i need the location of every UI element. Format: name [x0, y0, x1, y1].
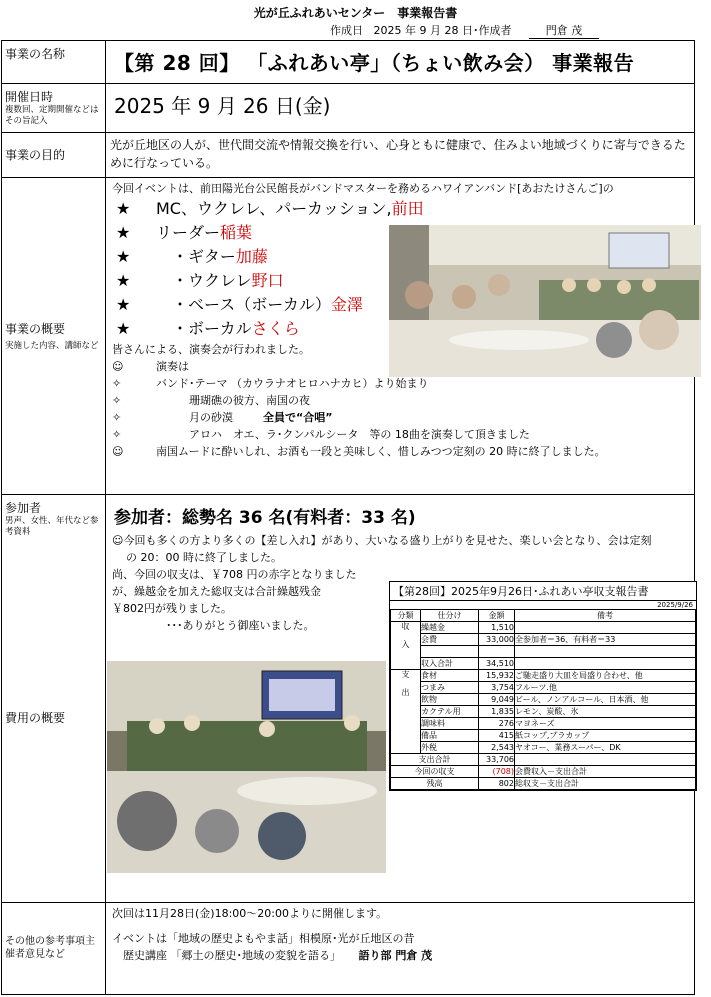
program-item: [112, 392, 688, 409]
member-name: 加藤: [235, 246, 268, 266]
member-name: 金澤: [330, 294, 363, 314]
created-label: 作成日: [330, 24, 363, 37]
balance-line: 尚、今回の収支は、￥708 円の赤字となりました: [112, 567, 357, 581]
finance-note: ヤオコー、業務スーパー、DK: [515, 741, 696, 753]
overview-label-sub: 実施した内容、講師など: [5, 340, 99, 351]
smile-mark-2: ☺: [112, 444, 124, 458]
finance-row: [391, 657, 696, 669]
finance-item: 外税: [421, 741, 479, 753]
finance-header: 備考: [515, 609, 696, 621]
finance-row: [391, 729, 696, 741]
overview-after-members: 皆さんによる、演奏会が行われました。: [112, 342, 310, 356]
finance-amount: 415: [479, 729, 515, 741]
program-text: 月の砂漠: [156, 410, 233, 424]
event-name-cell: [106, 41, 695, 84]
purpose-cell: [106, 132, 695, 177]
finance-row: [391, 681, 696, 693]
report-table: [1, 40, 695, 995]
finance-row: [391, 609, 696, 621]
program-item: [112, 426, 688, 443]
finance-row: [391, 777, 696, 789]
finance-amount: 34,510: [479, 657, 515, 669]
overview-intro: 今回イベントは、前田陽光台公民館長がバンドマスターを務めるハワイアンバンド[あおたけさんご]の: [112, 181, 614, 195]
participants-line1: ☺今回も多くの方より多くの【差し入れ】があり、大いなる盛り上がりを見せた、楽しい会となり、会は定刻: [112, 533, 652, 547]
participants-label: 参加者: [5, 500, 42, 515]
finance-note: フルーツ.他: [515, 681, 696, 693]
next-event: 次回は11月28日(金)18:00～20:00よりに開催します。: [112, 906, 388, 920]
finance-note: [515, 621, 696, 633]
participants-label-sub: 男声、女性、年代など参考資料: [5, 515, 99, 538]
star-mark: ★: [116, 294, 131, 314]
balance-label: 今回の収支: [391, 765, 479, 777]
finance-amount: 1,835: [479, 705, 515, 717]
star-mark: ★: [116, 246, 131, 266]
finance-title: 【第28回】2025年9月26日･ふれあい亭収支報告書: [390, 582, 696, 601]
finance-note: [515, 645, 696, 657]
overview-closing: 南国ムードに酔いしれ、お酒も一段と美味しく、惜しみつつ定刻の 20 時に終了しました。: [156, 444, 606, 458]
participants-cell: [106, 494, 695, 902]
finance-item: つまみ: [421, 681, 479, 693]
finance-amount: 15,932: [479, 669, 515, 681]
participants-headline: 参加者：総勢名 36 名(有料者：33 名): [114, 507, 416, 528]
member-name: 稲葉: [220, 222, 253, 242]
balance-note: 会費収入－支出合計: [515, 765, 696, 777]
finance-note: 紙コップ,プラカップ: [515, 729, 696, 741]
other-cell: [106, 902, 695, 994]
finance-report: [389, 581, 697, 791]
band-photo-bottom: [107, 661, 386, 873]
finance-row: [391, 741, 696, 753]
member-role: ・ベース（ボーカル）: [156, 294, 331, 314]
thanks-text: ･･･ありがとう御座いました。: [166, 618, 315, 632]
expense-total-label: 支出合計: [391, 753, 479, 765]
member-role: MC、ウクレレ、パーカッション,: [156, 198, 392, 218]
participants-label-cell: [2, 494, 106, 902]
overview-label-cell: [2, 177, 106, 494]
other-label-cell: [2, 902, 106, 994]
finance-note: ビール、ノンアルコール、日本酒、他: [515, 693, 696, 705]
cost-label: 費用の概要: [5, 710, 66, 725]
finance-item: 飲物: [421, 693, 479, 705]
member-name: さくら: [251, 318, 300, 338]
finance-header: 分類: [391, 609, 421, 621]
name-label-cell: [2, 41, 106, 84]
created-date: 2025 年 9 月 28 日･作成者: [373, 24, 512, 37]
finance-note: [515, 753, 696, 765]
other-label: その他の参考事項主催者意見など: [5, 935, 95, 961]
member-role: ・ボーカル: [156, 318, 252, 338]
expense-label: 支 出: [391, 669, 421, 753]
finance-amount: [479, 645, 515, 657]
expense-total: 33,706: [479, 753, 515, 765]
member-name: 前田: [391, 198, 424, 218]
member-line: [112, 197, 688, 221]
finance-row: [391, 645, 696, 657]
finance-item: 繰越金: [421, 621, 479, 633]
date-cell: [106, 84, 695, 133]
finance-note: レモン、炭酸、氷: [515, 705, 696, 717]
finance-row: [391, 621, 696, 633]
purpose-label-cell: [2, 132, 106, 177]
report-meta: [330, 22, 599, 39]
member-role: ・ギター: [156, 246, 236, 266]
star-mark: ★: [116, 198, 131, 218]
finance-item: 食材: [421, 669, 479, 681]
finance-item: カクテル用: [421, 705, 479, 717]
finance-amount: 3,754: [479, 681, 515, 693]
name-label: 事業の名称: [5, 47, 66, 61]
finance-row: [391, 765, 696, 777]
balance-line: が、繰越金を加えた総収支は合計繰越残金: [112, 584, 321, 598]
member-role: リーダー: [156, 222, 221, 242]
play-heading: 演奏は: [156, 359, 189, 373]
finance-row: [391, 669, 696, 681]
report-title: 光が丘ふれあいセンター 事業報告書: [253, 6, 458, 20]
finance-item: [421, 645, 479, 657]
finance-row: [391, 633, 696, 645]
finance-item: 収入合計: [421, 657, 479, 669]
finance-note: マヨネーズ: [515, 717, 696, 729]
finance-note: 全参加者＝36、有料者＝33: [515, 633, 696, 645]
program-text: 珊瑚礁の彼方、南国の夜: [156, 393, 310, 407]
purpose-text: 光が丘地区の人が、世代間交流や情報交換を行い、心身ともに健康で、住みよい地域づくりに寄与できるために行なっている。: [110, 137, 686, 170]
event-date: 2025 年 9 月 26 日(金): [114, 94, 331, 118]
finance-amount: 276: [479, 717, 515, 729]
chorus-note: 全員で“合唱”: [263, 410, 333, 424]
finance-item: 備品: [421, 729, 479, 741]
star-mark: ★: [116, 318, 131, 338]
balance-value: (708): [479, 765, 515, 777]
program-item: [112, 409, 688, 426]
finance-note: ご馳走盛り大皿を局盛り合わせ、他: [515, 669, 696, 681]
date-label-cell: [2, 84, 106, 133]
finance-table: [390, 609, 696, 790]
balance-line: ￥802円が残りました。: [112, 601, 232, 615]
diamond-mark: ✧: [112, 427, 122, 441]
author-name: 門倉 茂: [529, 22, 599, 39]
finance-header: 金額: [479, 609, 515, 621]
finance-note: [515, 657, 696, 669]
diamond-mark: ✧: [112, 376, 122, 390]
smile-mark: ☺: [112, 359, 124, 373]
remain-label: 残高: [391, 777, 479, 789]
finance-amount: 1,510: [479, 621, 515, 633]
lecture-title: 歴史講座 「郷土の歴史･地域の変貌を語る」: [112, 948, 341, 962]
program-text: バンド･テーマ （カウラナオヒロハナカヒ）より始まり: [156, 376, 429, 390]
member-role: ・ウクレレ: [156, 270, 252, 290]
finance-header: 仕分け: [421, 609, 479, 621]
program-list: [112, 375, 688, 443]
participants-line2: の 20：00 時に終了しました。: [126, 550, 282, 564]
remain-value: 802: [479, 777, 515, 789]
finance-item: 調味料: [421, 717, 479, 729]
next-topic: イベントは「地域の歴史よもやま話」相模原･光が丘地区の昔: [112, 931, 415, 945]
finance-row: [391, 753, 696, 765]
band-photo-top: [389, 225, 701, 377]
star-mark: ★: [116, 222, 131, 242]
speaker-name: 語り部 門倉 茂: [358, 948, 433, 962]
finance-date: 2025/9/26: [657, 600, 693, 609]
finance-row: [391, 717, 696, 729]
overview-cell: [106, 177, 695, 494]
finance-amount: 9,049: [479, 693, 515, 705]
date-label-sub: 複数回、定期開催などはその旨記入: [5, 105, 99, 127]
finance-amount: 33,000: [479, 633, 515, 645]
finance-row: [391, 705, 696, 717]
diamond-mark: ✧: [112, 410, 122, 424]
finance-row: [391, 693, 696, 705]
star-mark: ★: [116, 270, 131, 290]
purpose-label: 事業の目的: [5, 148, 66, 163]
overview-label: 事業の概要: [5, 321, 66, 336]
program-text: アロハ オエ、ラ･クンパルシータ 等の 18曲を演奏して頂きました: [156, 427, 530, 441]
finance-amount: 2,543: [479, 741, 515, 753]
member-name: 野口: [251, 270, 284, 290]
income-label: 収 入: [391, 621, 421, 669]
finance-item: 会費: [421, 633, 479, 645]
event-name: 【第 28 回】 「ふれあい亭」（ちょい飲み会） 事業報告: [114, 51, 635, 75]
remain-note: 総収支－支出合計: [515, 777, 696, 789]
date-label: 開催日時: [5, 90, 54, 104]
program-item: [112, 375, 688, 392]
diamond-mark: ✧: [112, 393, 122, 407]
